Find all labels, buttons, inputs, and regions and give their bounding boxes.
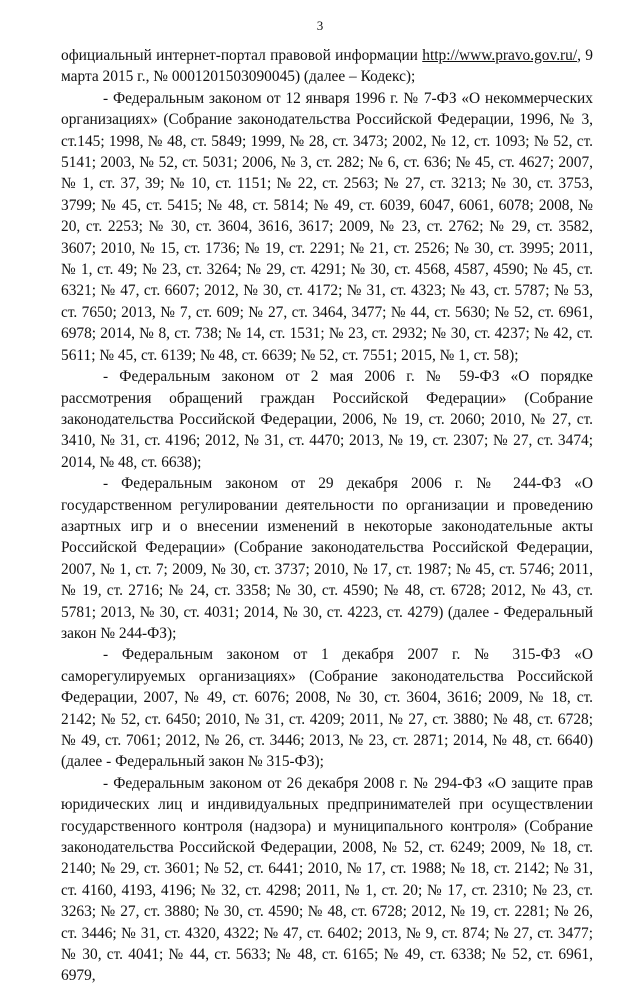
pravo-gov-link[interactable]: http://www.pravo.gov.ru/	[422, 47, 578, 64]
paragraph-law-59-fz: - Федеральным законом от 2 мая 2006 г. № 59-ФЗ «О порядке рассмотрения обращений граждан Российской Федерации» (Собрание законодательства Российской Федерации, 2006, № 19, ст. 2060; 2010, № 27, ст. 3410, № 31, ст. 4196; 2012, № 31, ст. 4470; 2013, № 19, ст. 2307; № 27, ст. 3474; 2014, № 48, ст. 6638);	[61, 368, 593, 471]
paragraph-continuation	[61, 45, 593, 88]
paragraph-law-244-fz: - Федеральным законом от 29 декабря 2006 г. № 244-ФЗ «О государственном регулировании деятельности по организации и проведению азартных игр и о внесении изменений в некоторые законодательные акты Российской Федерации» (Собрание законодательства Российской Федерации, 2007, № 1, ст. 7; 2009, № 30, ст. 3737; 2010, № 17, ст. 1987; № 45, ст. 5746; 2011, № 19, ст. 2716; № 24, ст. 3358; № 30, ст. 4590; № 48, ст. 6728; 2012, № 43, ст. 5781; 2013, № 30, ст. 4031; 2014, № 30, ст. 4223, ст. 4279) (далее - Федеральный закон № 244-ФЗ);	[61, 475, 593, 642]
paragraph-law-294-fz: - Федеральным законом от 26 декабря 2008 г. № 294-ФЗ «О защите прав юридических лиц и индивидуальных предпринимателей при осуществлении государственного контроля (надзора) и муниципального контроля» (Собрание законодательства Российской Федерации, 2008, № 52, ст. 6249; 2009, № 18, ст. 2140; № 29, ст. 3601; № 52, ст. 6441; 2010, № 17, ст. 1988; № 18, ст. 2142; № 31, ст. 4160, 4193, 4196; № 32, ст. 4298; 2011, № 1, ст. 20; № 17, ст. 2310; № 23, ст. 3263; № 27, ст. 3880; № 30, ст. 4590; № 48, ст. 6728; 2012, № 19, ст. 2281; № 26, ст. 3446; № 31, ст. 4320, 4322; № 47, ст. 6402; 2013, № 9, ст. 874; № 27, ст. 3477; № 30, ст. 4041; № 44, ст. 5633; № 48, ст. 6165; № 49, ст. 6338; № 52, ст. 6961, 6979,	[61, 774, 593, 985]
document-body	[61, 45, 593, 987]
paragraph-law-7-fz: - Федеральным законом от 12 января 1996 г. № 7-ФЗ «О некоммерческих организациях» (Собрание законодательства Российской Федерации, 1996, № 3, ст.145; 1998, № 48, ст. 5849; 1999, № 28, ст. 3473; 2002, № 12, ст. 1093; № 52, ст. 5141; 2003, № 52, ст. 5031; 2006, № 3, ст. 282; № 6, ст. 636; № 45, ст. 4627; 2007, № 1, ст. 37, 39; № 10, ст. 1151; № 22, ст. 2563; № 27, ст. 3213; № 30, ст. 3753, 3799; № 45, ст. 5415; № 48, ст. 5814; № 49, ст. 6039, 6047, 6061, 6078; 2008, № 20, ст. 2253; № 30, ст. 3604, 3616, 3617; 2009, № 23, ст. 2762; № 29, ст. 3582, 3607; 2010, № 15, ст. 1736; № 19, ст. 2291; № 21, ст. 2526; № 30, ст. 3995; 2011, № 1, ст. 49; № 23, ст. 3264; № 29, ст. 4291; № 30, ст. 4568, 4587, 4590; № 45, ст. 6321; № 47, ст. 6607; 2012, № 30, ст. 4172; № 31, ст. 4323; № 43, ст. 5787; № 53, ст. 7650; 2013, № 7, ст. 609; № 27, ст. 3464, 3477; № 44, ст. 5630; № 52, ст. 6961, 6978; 2014, № 8, ст. 738; № 14, ст. 1531; № 23, ст. 2932; № 30, ст. 4237; № 42, ст. 5611; № 45, ст. 6139; № 48, ст. 6639; № 52, ст. 7551; 2015, № 1, ст. 58);	[61, 89, 593, 364]
page-number: 3	[316, 18, 324, 33]
paragraph-text: , 9 марта 2015 г., № 0001201503090045) (далее – Кодекс);	[61, 47, 593, 86]
paragraph-law-315-fz: - Федеральным законом от 1 декабря 2007 г. № 315-ФЗ «О саморегулируемых организациях» (Собрание законодательства Российской Федерации, 2007, № 49, ст. 6076; 2008, № 30, ст. 3604, 3616; 2009, № 18, ст. 2142; № 52, ст. 6450; 2010, № 31, ст. 4209; 2011, № 27, ст. 3880; № 48, ст. 6728; № 49, ст. 7061; 2012, № 26, ст. 3446; 2013, № 23, ст. 2871; 2014, № 48, ст. 6640) (далее - Федеральный закон № 315-ФЗ);	[61, 646, 593, 771]
paragraph-text: официальный интернет-портал правовой информации	[61, 47, 423, 64]
